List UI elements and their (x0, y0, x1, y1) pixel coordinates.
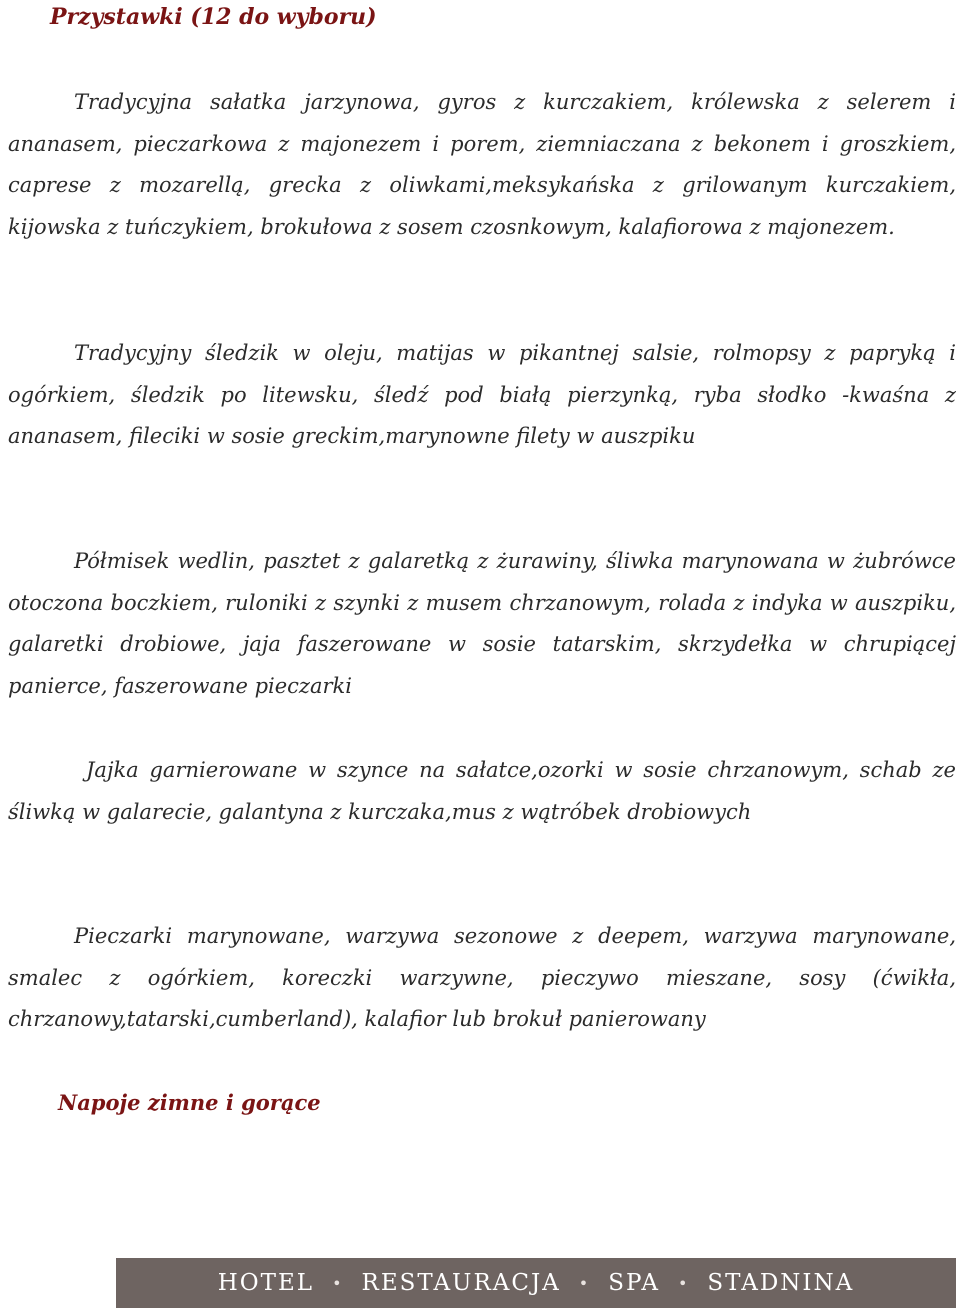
footer-separator: • (332, 1273, 344, 1293)
footer-item-hotel: HOTEL (217, 1270, 315, 1296)
menu-paragraph-herring: Tradycyjny śledzik w oleju, matijas w pikantnej salsie, rolmopsy z papryką i ogórkiem, śledzik po litewsku, śledź pod białą pierzynką, ryba słodko -kwaśna z ananasem, fileciki w sosie greckim,marynowne filety w auszpiku (8, 341, 956, 449)
footer-item-stable: STADNINA (707, 1270, 855, 1296)
menu-paragraph-vegetables: Pieczarki marynowane, warzywa sezonowe z deepem, warzywa marynowane, smalec z ogórkiem, koreczki warzywne, pieczywo mieszane, sosy (ćwikła, chrzanowy,tatarski,cumberland), kalafior lub brokuł panierowany (8, 924, 956, 1032)
footer-separator: • (677, 1273, 690, 1293)
menu-paragraph-cold-cuts: Półmisek wedlin, pasztet z galaretką z żurawiny, śliwka marynowana w żubrówce otoczona boczkiem, ruloniki z szynki z musem chrzanowym, rolada z indyka w auszpiku, galaretki drobiowe, jaja faszerowane w sosie tatarskim, skrzydełka w chrupiącej panierce, faszerowane pieczarki (8, 549, 956, 698)
menu-paragraph-eggs-aspic: Jajka garnierowane w szynce na sałatce,ozorki w sosie chrzanowym, schab ze śliwką w galarecie, galantyna z kurczaka,mus z wątróbek drobiowych (8, 758, 956, 824)
section-title-drinks: Napoje zimne i gorące (58, 1090, 321, 1115)
menu-paragraph-salads: Tradycyjna sałatka jarzynowa, gyros z kurczakiem, królewska z selerem i ananasem, pieczarkowa z majonezem i porem, ziemniaczana z bekonem i groszkiem, caprese z mozarellą, grecka z oliwkami,meksykańska z grilowanym kurczakiem, kijowska z tuńczykiem, brokułowa z sosem czosnkowym, kalafiorowa z majonezem. (8, 90, 956, 239)
footer-separator: • (578, 1273, 591, 1293)
footer-item-restaurant: RESTAURACJA (361, 1270, 561, 1296)
section-title-appetizers: Przystawki (12 do wyboru) (50, 4, 377, 30)
footer-item-spa: SPA (608, 1270, 660, 1296)
footer-banner (116, 1258, 956, 1308)
